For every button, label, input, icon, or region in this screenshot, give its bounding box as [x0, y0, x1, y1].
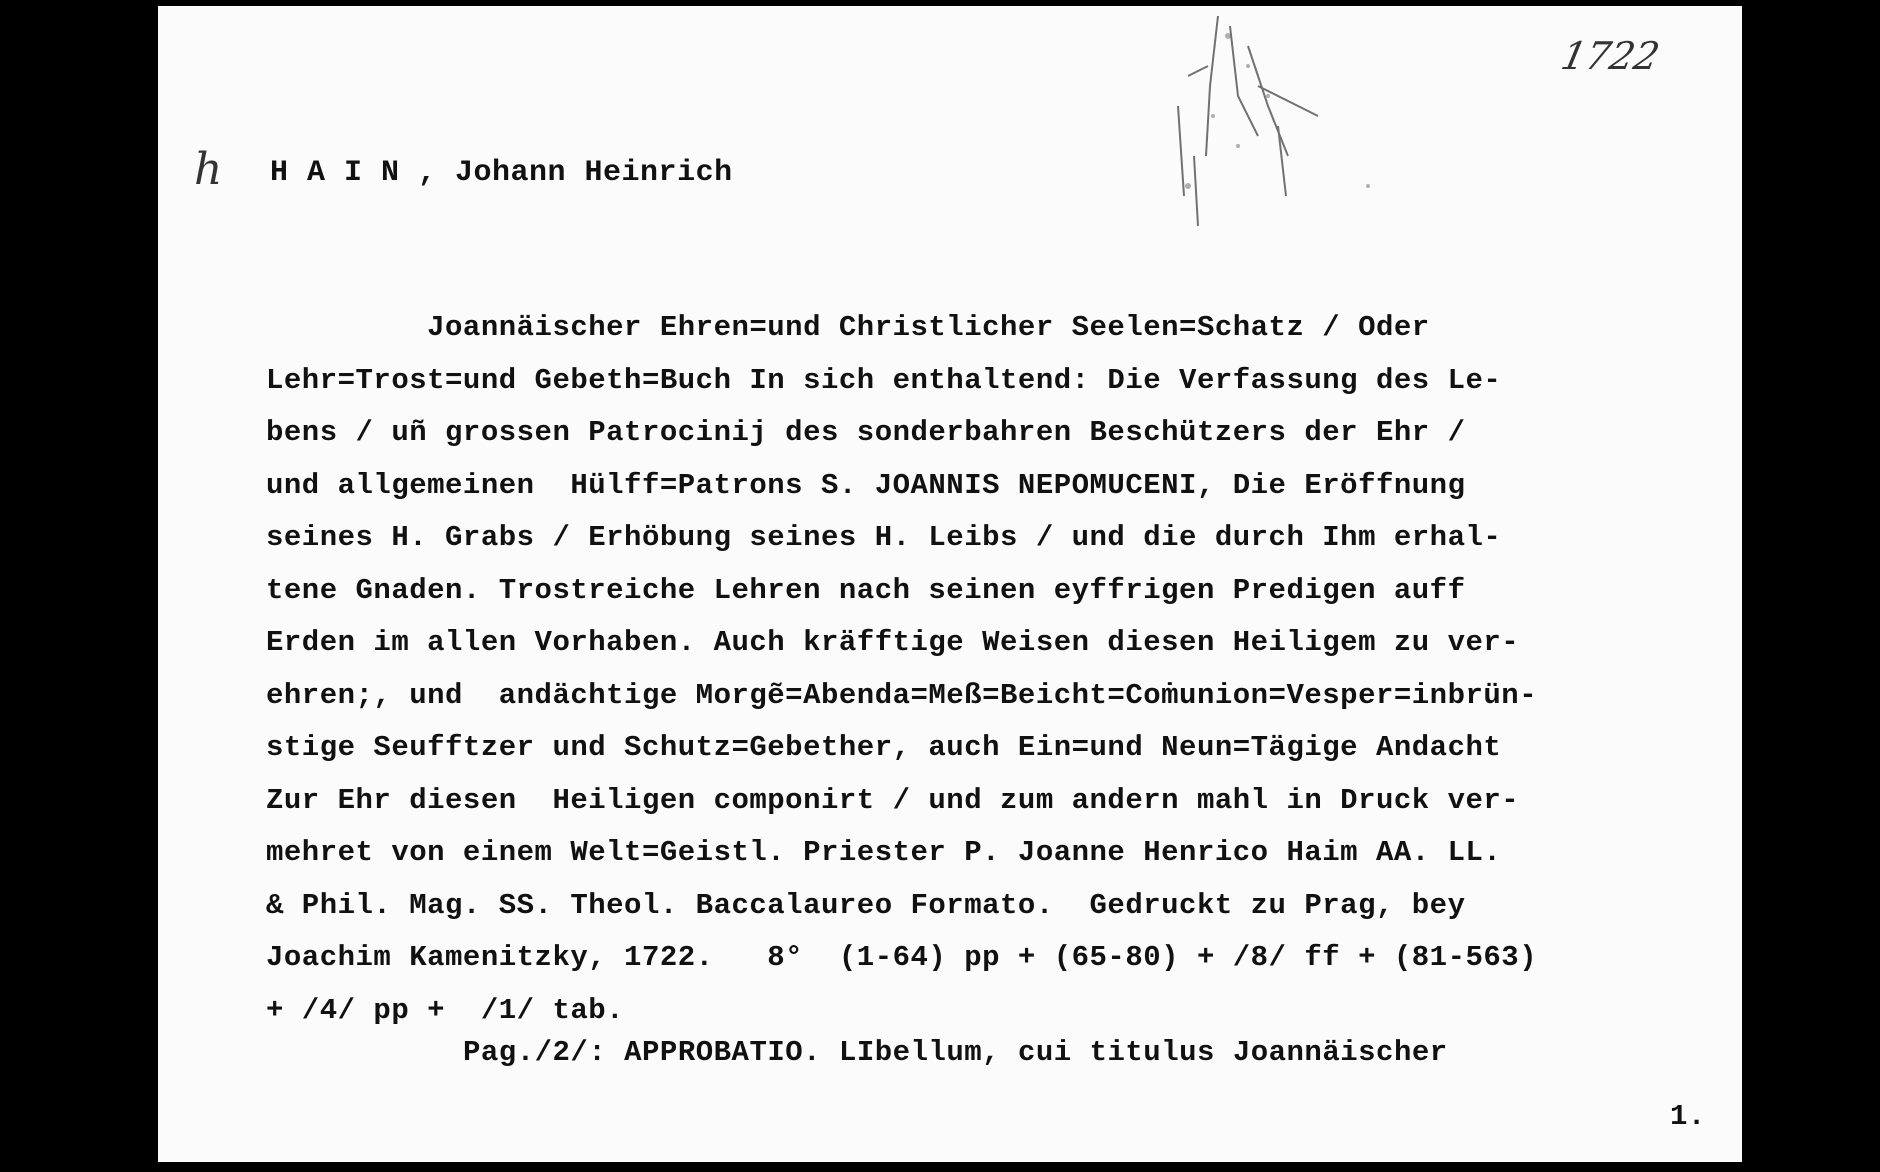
- text-line: Lehr=Trost=und Gebeth=Buch In sich enthaltend: Die Verfassung des Le-: [266, 363, 1502, 397]
- text-line: tene Gnaden. Trostreiche Lehren nach seinen eyffrigen Predigen auff: [266, 573, 1466, 607]
- author-heading: H A I N , Johann Heinrich: [270, 156, 733, 190]
- text-line: Joachim Kamenitzky, 1722. 8° (1-64) pp + (65-80) + /8/ ff + (81-563): [266, 941, 1538, 974]
- ink-smudge: [1118, 6, 1378, 246]
- text-line: ehren;, und andächtige Morgẽ=Abenda=Meß=Beicht=Coṁunion=Vesper=inbrün-: [266, 678, 1538, 712]
- text-line: stige Seufftzer und Schutz=Gebether, auch Ein=und Neun=Tägige Andacht: [266, 731, 1502, 764]
- approbatio-note: Pag./2/: APPROBATIO. LIbellum, cui titulus Joannäischer: [463, 1036, 1448, 1069]
- page-number: 1.: [1670, 1100, 1706, 1133]
- catalog-number: 1722: [1557, 34, 1664, 78]
- title-description: [266, 302, 1686, 1037]
- text-line: & Phil. Mag. SS. Theol. Baccalaureo Formato. Gedruckt zu Prag, bey: [266, 888, 1466, 922]
- text-line: und allgemeinen Hülff=Patrons S. JOANNIS NEPOMUCENI, Die Eröffnung: [266, 468, 1466, 502]
- text-line: Joannäischer Ehren=und Christlicher Seelen=Schatz / Oder: [266, 311, 1430, 344]
- margin-mark: h: [194, 144, 223, 195]
- text-line: Zur Ehr diesen Heiligen componirt / und zum andern mahl in Druck ver-: [266, 783, 1520, 817]
- text-line: bens / uñ grossen Patrocinij des sonderbahren Beschützers der Ehr /: [266, 416, 1466, 449]
- text-line: + /4/ pp + /1/ tab.: [266, 993, 625, 1027]
- text-line: Erden im allen Vorhaben. Auch kräfftige Weisen diesen Heiligem zu ver-: [266, 626, 1520, 659]
- text-line: mehret von einem Welt=Geistl. Priester P. Joanne Henrico Haim AA. LL.: [266, 836, 1502, 869]
- catalog-card: [158, 6, 1742, 1162]
- text-line: seines H. Grabs / Erhöbung seines H. Leibs / und die durch Ihm erhal-: [266, 521, 1502, 554]
